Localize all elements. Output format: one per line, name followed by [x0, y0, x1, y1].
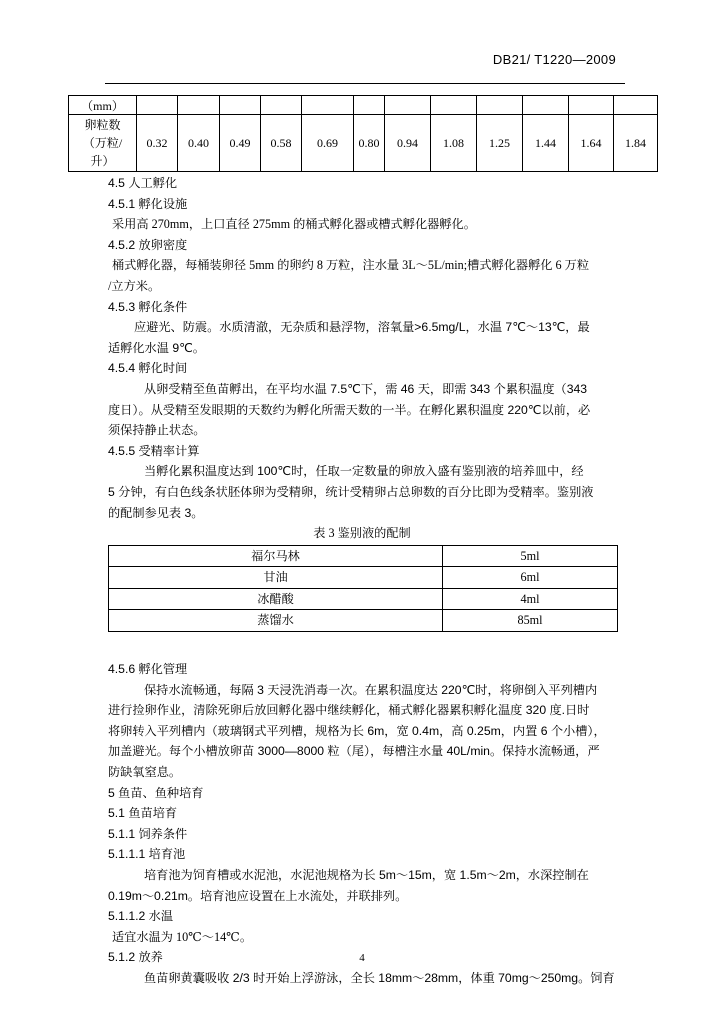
reagent-name: 冰醋酸: [109, 588, 443, 610]
row-label-line: 卵粒数: [84, 118, 121, 132]
table-caption: 表 3 鉴别液的配制: [313, 526, 411, 541]
section-heading: 5.1.2 放养: [108, 950, 163, 965]
table-cell: [569, 96, 614, 115]
paragraph-line: 当孵化累积温度达到 100℃时，任取一定数量的卵放入盛有鉴别液的培养皿中，经: [144, 464, 584, 479]
value-cell: 0.32: [137, 115, 178, 172]
section-heading: 4.5.3 孵化条件: [108, 299, 188, 314]
section-heading: 4.5.1 孵化设施: [108, 196, 188, 211]
reagent-name: 甘油: [109, 567, 443, 589]
value-cell: 1.84: [614, 115, 658, 172]
row-label-line: 升）: [90, 154, 115, 168]
table-cell: [385, 96, 431, 115]
table-cell: [477, 96, 523, 115]
table-cell: [220, 96, 261, 115]
paragraph-line: 0.19m～0.21m。培育池应设置在上水流处，并联排列。: [108, 888, 408, 903]
paragraph-line: 将卵转入平列槽内（玻璃钢式平列槽，规格为长 6m，宽 0.4m，高 0.25m，内置 6 个小槽），: [108, 723, 606, 738]
table-cell: [137, 96, 178, 115]
table-cell: [431, 96, 477, 115]
table-cell: [261, 96, 302, 115]
paragraph-line: 桶式孵化器，每桶装卵径 5mm 的卵约 8 万粒，注水量 3L～5L/min;槽式孵化器孵化 6 万粒: [112, 258, 590, 273]
reagent-table: [108, 545, 618, 632]
value-cell: 0.49: [220, 115, 261, 172]
paragraph-line: 适宜水温为 10℃～14℃。: [112, 929, 253, 944]
paragraph-line: 保持水流畅通，每隔 3 天浸洗消毒一次。在累积温度达 220℃时，将卵倒入平列槽内: [144, 682, 598, 697]
value-cell: 1.25: [477, 115, 523, 172]
value-cell: 0.40: [178, 115, 220, 172]
row-label-cell: [69, 115, 137, 172]
section-heading: 5.1 鱼苗培育: [108, 806, 178, 821]
reagent-name: 蒸馏水: [109, 610, 443, 632]
header-rule: [105, 83, 625, 84]
section-heading: 5.1.1 饲养条件: [108, 826, 188, 841]
table-cell: [614, 96, 658, 115]
section-heading: 4.5.6 孵化管理: [108, 662, 188, 677]
reagent-amount: 4ml: [443, 588, 618, 610]
table-cell: [523, 96, 569, 115]
paragraph-line: 须保持静止状态。: [108, 423, 206, 438]
table-row: [109, 610, 618, 632]
reagent-name: 福尔马林: [109, 545, 443, 567]
value-cell: 0.80: [354, 115, 385, 172]
paragraph-line: 度日）。从受精至发眼期的天数约为孵化所需天数的一半。在孵化累积温度 220℃以前，必: [108, 402, 591, 417]
standard-code-header: DB21/ T1220—2009: [492, 52, 616, 67]
paragraph-line: 进行捡卵作业，清除死卵后放回孵化器中继续孵化，桶式孵化器累积孵化温度 320 度.日时: [108, 703, 590, 718]
value-cell: 0.69: [302, 115, 354, 172]
table-cell: [302, 96, 354, 115]
value-cell: 0.58: [261, 115, 302, 172]
paragraph-line: 采用高 270mm，上口直径 275mm 的桶式孵化器或槽式孵化器孵化。: [112, 217, 476, 232]
value-cell: 1.08: [431, 115, 477, 172]
table-cell: [178, 96, 220, 115]
section-heading: 4.5.5 受精率计算: [108, 443, 200, 458]
page-number: 4: [359, 952, 365, 964]
paragraph-line: 鱼苗卵黄囊吸收 2/3 时开始上浮游泳，全长 18mm～28mm，体重 70mg～250mg。饲育: [144, 970, 615, 985]
paragraph-line: 的配制参见表 3。: [108, 505, 204, 520]
section-heading: 4.5.2 放卵密度: [108, 237, 188, 252]
table-row: [109, 567, 618, 589]
table-row: [109, 588, 618, 610]
section-heading: 5.1.1.2 水温: [108, 909, 174, 924]
paragraph-line: 5 分钟，有白色线条状胚体卵为受精卵，统计受精卵占总卵数的百分比即为受精率。鉴别液: [108, 484, 594, 499]
reagent-amount: 5ml: [443, 545, 618, 567]
paragraph-line: 应避光、防震。水质清澈，无杂质和悬浮物，溶氧量>6.5mg/L，水温 7℃～13℃，最: [134, 320, 590, 335]
section-heading: 5.1.1.1 培育池: [108, 847, 186, 862]
paragraph-line: 适孵化水温 9℃。: [108, 340, 205, 355]
document-body: [108, 173, 616, 989]
paragraph-line: /立方米。: [108, 278, 161, 293]
table-cell: [354, 96, 385, 115]
value-cell: 1.64: [569, 115, 614, 172]
section-heading: 4.5.4 孵化时间: [108, 361, 188, 376]
value-cell: 1.44: [523, 115, 569, 172]
paragraph-line: 加盖避光。每个小槽放卵苗 3000—8000 粒（尾），每槽注水量 40L/min。保持水流畅通，严: [108, 744, 600, 759]
value-cell: 0.94: [385, 115, 431, 172]
paragraph-line: 培育池为饲育槽或水泥池，水泥池规格为长 5m～15m，宽 1.5m～2m，水深控制在: [144, 868, 589, 882]
table-row: [109, 545, 618, 567]
table-row: [69, 115, 658, 172]
reagent-amount: 6ml: [443, 567, 618, 589]
paragraph-line: 防缺氧窒息。: [108, 765, 182, 780]
table-row: [69, 96, 658, 115]
row-label-line: （万粒/: [82, 136, 123, 150]
reagent-amount: 85ml: [443, 610, 618, 632]
section-heading: 5 鱼苗、鱼种培育: [108, 785, 204, 800]
section-heading: 4.5 人工孵化: [108, 176, 178, 190]
egg-count-table: [68, 95, 658, 172]
unit-label-cell: （mm）: [69, 96, 137, 115]
paragraph-line: 从卵受精至鱼苗孵出，在平均水温 7.5℃下，需 46 天，即需 343 个累积温度（343: [144, 381, 588, 396]
